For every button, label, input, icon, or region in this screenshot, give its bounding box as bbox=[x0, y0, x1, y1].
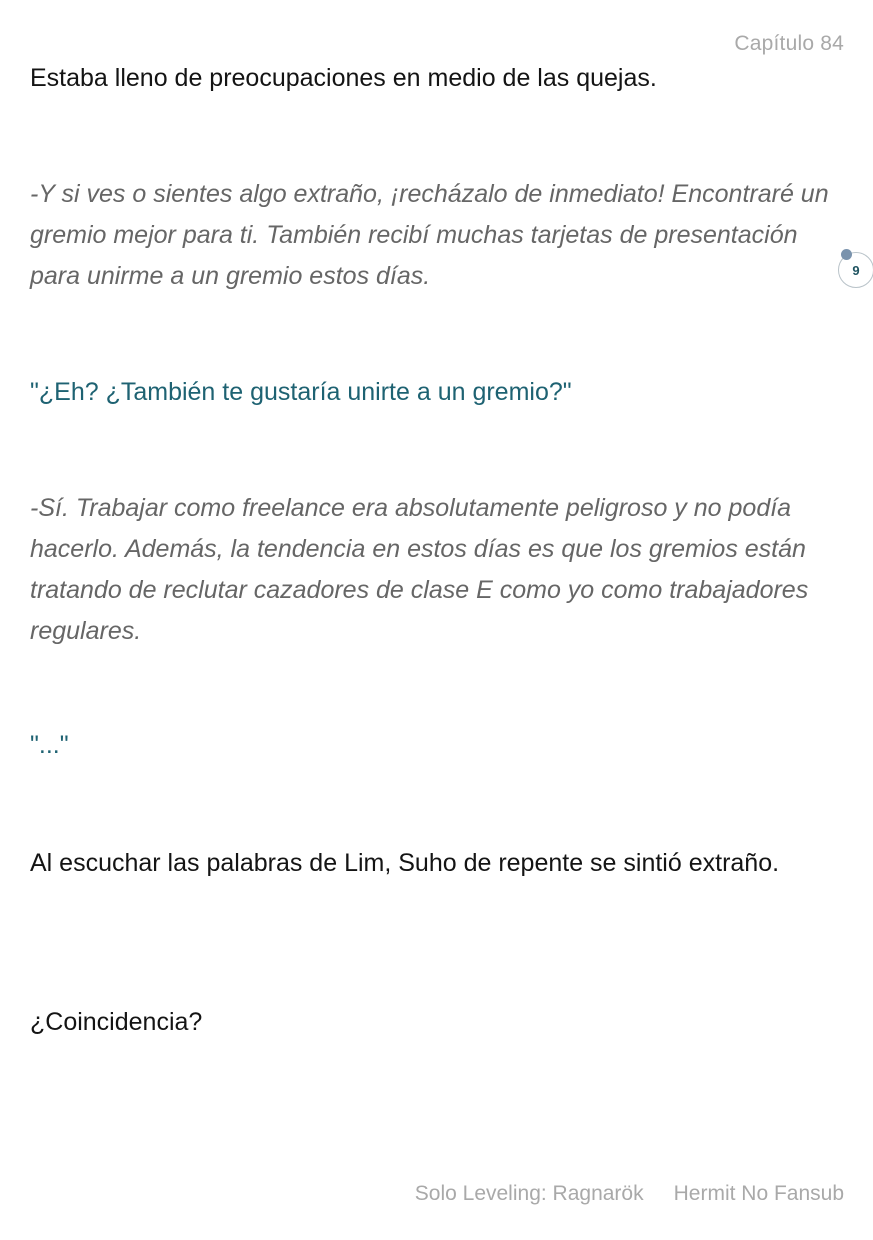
paragraph-dialogue: "¿Eh? ¿También te gustaría unirte a un gremio?" bbox=[30, 378, 572, 406]
paragraph-narration: Estaba lleno de preocupaciones en medio de las quejas. bbox=[30, 64, 657, 92]
chapter-label: Capítulo 84 bbox=[734, 32, 844, 55]
paragraph-dialogue: "..." bbox=[30, 731, 69, 759]
footer bbox=[415, 1182, 844, 1206]
paragraph-thought: -Sí. Trabajar como freelance era absolutamente peligroso y no podía hacerlo. Además, la tendencia en estos días es que los gremios están tratando de reclutar cazadores de clase E como yo como trabajadores regulares. bbox=[30, 494, 809, 645]
progress-dot-icon bbox=[841, 249, 852, 260]
translator-credit: Hermit No Fansub bbox=[673, 1182, 844, 1205]
book-title: Solo Leveling: Ragnarök bbox=[414, 1182, 644, 1205]
paragraph-thought: -Y si ves o sientes algo extraño, ¡recházalo de inmediato! Encontraré un gremio mejor para ti. También recibí muchas tarjetas de presentación para unirme a un gremio estos días. bbox=[30, 180, 829, 290]
paragraph-narration: Al escuchar las palabras de Lim, Suho de repente se sintió extraño. bbox=[30, 849, 780, 877]
page-number-value: 9 bbox=[852, 262, 860, 278]
paragraph-narration: ¿Coincidencia? bbox=[30, 1008, 203, 1036]
